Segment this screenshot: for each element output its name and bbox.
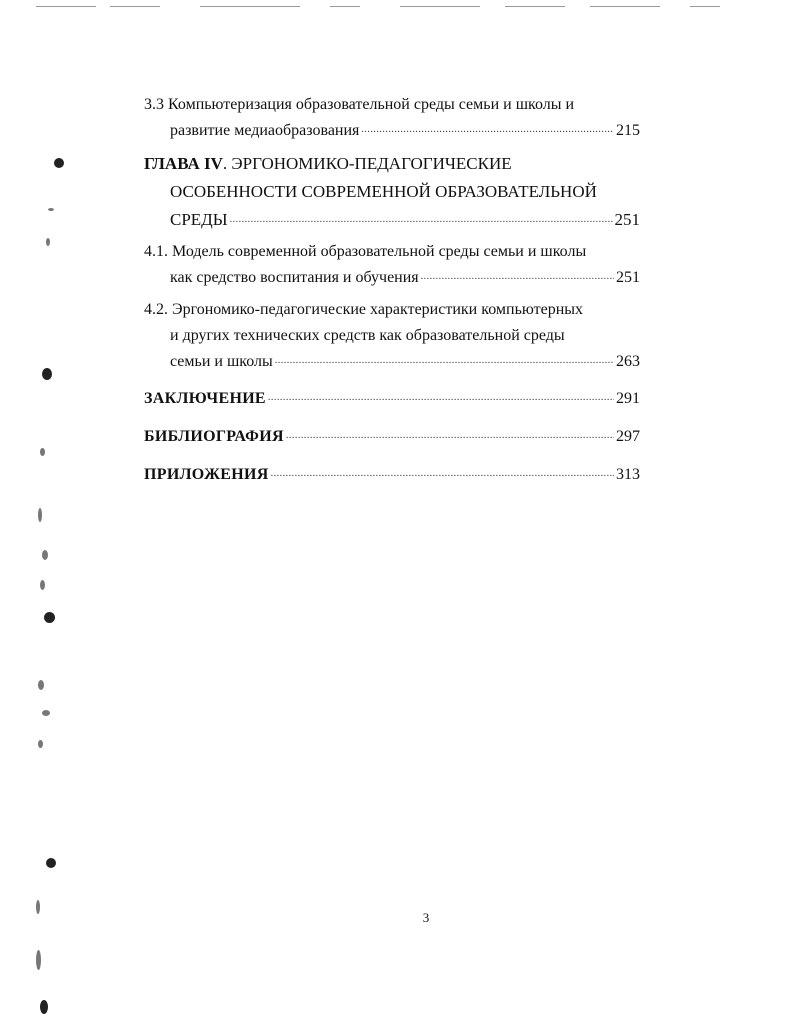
- chapter-title: . ЭРГОНОМИКО-ПЕДАГОГИЧЕСКИЕ: [222, 154, 512, 173]
- toc-page-number: 215: [616, 122, 640, 139]
- scan-speck: [42, 550, 48, 560]
- scan-artifact: [110, 6, 160, 7]
- toc-leader-dots: [421, 262, 614, 290]
- scan-speck: [48, 208, 54, 211]
- scan-artifact: [200, 6, 300, 7]
- toc-entry-4-1[interactable]: [144, 239, 640, 293]
- scan-speck: [40, 448, 45, 456]
- toc-entry-text: БИБЛИОГРАФИЯ: [144, 428, 284, 445]
- toc-entry-line: [144, 118, 640, 146]
- binding-hole: [46, 858, 56, 868]
- toc-entry-line: [144, 206, 640, 237]
- scan-speck: [42, 710, 50, 716]
- toc-entry-appendices[interactable]: [144, 461, 640, 491]
- toc-entry-line: [144, 297, 640, 323]
- toc-leader-dots: [230, 203, 613, 234]
- binding-edge-artifacts: [28, 80, 58, 1020]
- toc-entry-text: семьи и школы: [170, 353, 273, 370]
- binding-hole: [54, 158, 64, 168]
- scan-speck: [46, 238, 50, 246]
- toc-page-number: 263: [616, 353, 640, 370]
- toc-entry-text: развитие медиаобразования: [170, 122, 360, 139]
- toc-entry-line: [144, 265, 640, 293]
- toc-entry-text: как средство воспитания и обучения: [170, 269, 419, 286]
- toc-entry-text: ОСОБЕННОСТИ СОВРЕМЕННОЙ ОБРАЗОВАТЕЛЬНОЙ: [170, 182, 597, 201]
- scan-speck: [36, 950, 41, 970]
- toc-page-number: 297: [616, 428, 640, 445]
- scan-speck: [38, 508, 42, 522]
- toc-entry-text: ПРИЛОЖЕНИЯ: [144, 466, 269, 483]
- toc-entry-text: ЗАКЛЮЧЕНИЕ: [144, 390, 266, 407]
- toc-leader-dots: [361, 115, 614, 143]
- toc-entry-text: СРЕДЫ: [170, 210, 228, 229]
- binding-hole: [44, 612, 55, 623]
- toc-leader-dots: [271, 458, 614, 488]
- toc-entry-text: 3.3 Компьютеризация образовательной среды семьи и школы и: [144, 96, 575, 113]
- toc-page-number: 251: [616, 269, 640, 286]
- scan-speck: [38, 680, 44, 690]
- toc-entry-line: [144, 150, 640, 178]
- chapter-label: ГЛАВА IV: [144, 154, 223, 173]
- toc-entry-text: 4.1. Модель современной образовательной среды семьи и школы: [144, 243, 587, 260]
- toc-entry-text: [144, 150, 512, 178]
- scan-artifact: [36, 6, 96, 7]
- toc-entry-conclusion[interactable]: [144, 385, 640, 415]
- scan-artifact: [400, 6, 480, 7]
- toc-entry-line: [144, 178, 640, 206]
- toc-entry-3-3[interactable]: [144, 92, 640, 146]
- toc-page-number: 291: [616, 390, 640, 407]
- binding-hole: [42, 368, 52, 380]
- toc-leader-dots: [275, 346, 614, 374]
- toc-leader-dots: [268, 382, 614, 412]
- scan-artifact: [590, 6, 660, 7]
- toc-entry-line: [144, 423, 640, 453]
- toc-page-number: 313: [616, 466, 640, 483]
- scan-speck: [40, 580, 45, 590]
- binding-hole: [40, 1000, 48, 1014]
- toc-leader-dots: [286, 420, 614, 450]
- toc-entry-line: [144, 461, 640, 491]
- toc-entry-bibliography[interactable]: [144, 423, 640, 453]
- toc-entry-4-2[interactable]: [144, 297, 640, 377]
- page-number: 3: [422, 910, 430, 925]
- toc-entry-text: 4.2. Эргономико-педагогические характеристики компьютерных: [144, 301, 584, 318]
- toc-entry-text: и других технических средств как образовательной среды: [170, 327, 565, 344]
- scan-artifact: [330, 6, 360, 7]
- scan-speck: [38, 740, 43, 748]
- scan-artifact: [690, 6, 720, 7]
- toc-entry-line: [144, 349, 640, 377]
- scan-artifact: [505, 6, 565, 7]
- toc-entry-line: [144, 385, 640, 415]
- table-of-contents: [144, 92, 640, 495]
- toc-page-number: 251: [614, 210, 640, 229]
- toc-entry-chapter-4[interactable]: [144, 150, 640, 237]
